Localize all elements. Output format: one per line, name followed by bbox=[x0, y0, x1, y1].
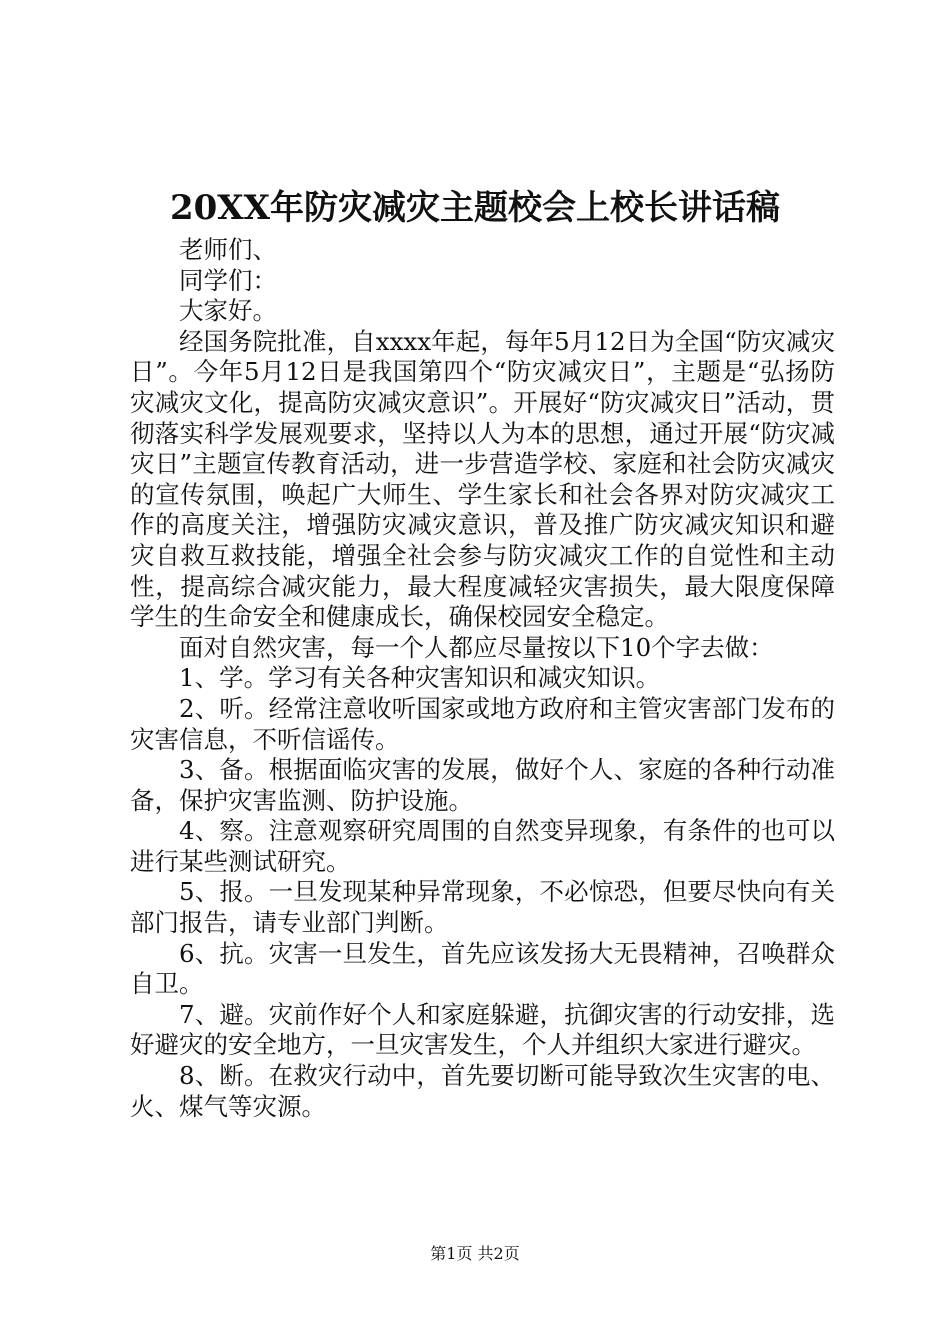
list-item: 3、备。根据面临灾害的发展，做好个人、家庭的各种行动准备，保护灾害监测、防护设施。 bbox=[130, 755, 835, 815]
list-item: 6、抗。灾害一旦发生，首先应该发扬大无畏精神，召唤群众自卫。 bbox=[130, 938, 835, 999]
list-item: 2、听。经常注意收听国家或地方政府和主管灾害部门发布的灾害信息，不听信谣传。 bbox=[130, 693, 835, 754]
document-title: 20XX年防灾减灾主题校会上校长讲话稿 bbox=[169, 188, 781, 228]
page-footer: 第1页 共2页 bbox=[430, 1244, 520, 1263]
ten-words-intro: 面对自然灾害，每一个人都应尽量按以下10个字去做： bbox=[179, 632, 774, 662]
list-item: 5、报。一旦发现某种异常现象，不必惊恐，但要尽快向有关部门报告，请专业部门判断。 bbox=[130, 877, 835, 938]
list-item: 1、学。学习有关各种灾害知识和减灾知识。 bbox=[179, 663, 661, 693]
intro-paragraph: 经国务院批准，自xxxx年起，每年5月12日为全国“防灾减灾日”。今年5月12日是我国第四个“防灾减灾日”，主题是“弘扬防灾减灾文化，提高防灾减灾意识”。开展好“防灾减灾日”活动，贯彻落实科学发展观要求，坚持以人为本的思想，通过开展“防灾减灾日”主题宣传教育活动，进一步营造学校、家庭和社会防灾减灾的宣传氛围，唤起广大师生、学生家长和社会各界对防灾减灾工作的高度关注，增强防灾减灾意识，普及推广防灾减灾知识和避灾自救互救技能，增强全社会参与防灾减灾工作的自觉性和主动性，提高综合减灾能力，最大程度减轻灾害损失，最大限度保障学生的生命安全和健康成长，确保校园安全稳定。 bbox=[130, 326, 835, 632]
list-item: 8、断。在救灾行动中，首先要切断可能导致次生灾害的电、火、煤气等灾源。 bbox=[130, 1061, 835, 1121]
greeting: 大家好。 bbox=[179, 296, 277, 326]
salutation-students: 同学们： bbox=[179, 265, 277, 295]
list-item: 4、察。注意观察研究周围的自然变异现象，有条件的也可以进行某些测试研究。 bbox=[130, 816, 835, 876]
list-item: 7、避。灾前作好个人和家庭躲避，抗御灾害的行动安排，选好避灾的安全地方，一旦灾害发生，个人并组织大家进行避灾。 bbox=[130, 999, 835, 1060]
salutation-teachers: 老师们、 bbox=[179, 235, 277, 264]
document-body bbox=[130, 235, 835, 1122]
